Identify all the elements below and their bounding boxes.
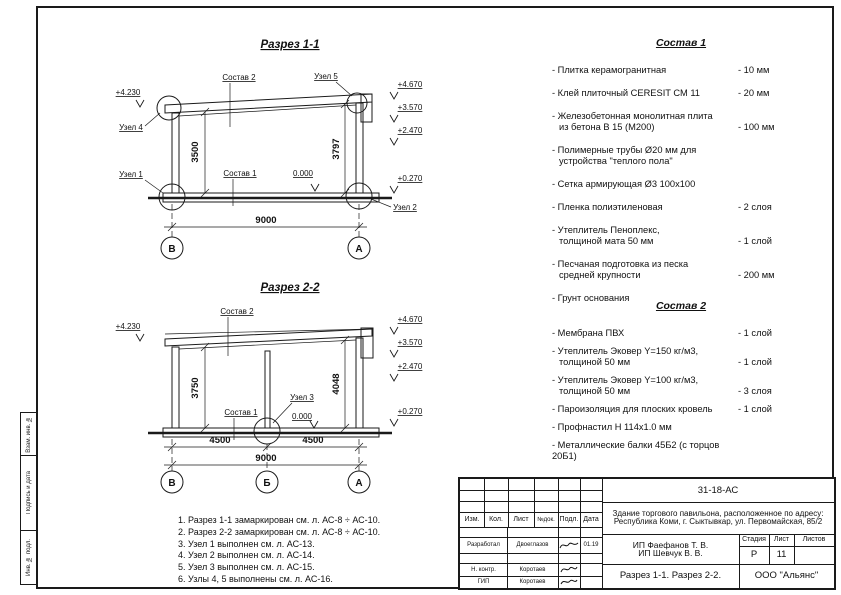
section-title: Разрез 2-2 (260, 282, 320, 294)
label-zero-elev: 0.000 (292, 169, 314, 178)
sostav1-list (552, 38, 810, 316)
material-item (552, 88, 810, 99)
material-item (552, 440, 810, 462)
dim-height-left: 3500 (190, 141, 201, 163)
elevation-right-4: +0.270 (397, 407, 423, 416)
detail-circle-uzel3 (254, 418, 280, 444)
role-gip: ГИП (477, 579, 490, 585)
address-line2: Республика Коми, г. Сыктывкар, ул. Первомайская, 85/2 (613, 517, 823, 526)
left-wall (172, 347, 179, 428)
leader (273, 403, 292, 423)
material-name: - Песчаная подготовка из песка (552, 259, 689, 269)
material-item (552, 422, 810, 433)
dim-span1: 4500 (209, 435, 231, 446)
material-name2: толщиной 50 мм (559, 357, 631, 367)
col-izm: Изм. (464, 515, 480, 523)
client-line1: ИП Фаефанов Т. В. (632, 540, 709, 550)
elevation-left: +4.230 (115, 88, 141, 97)
sheet-header: Лист (773, 536, 790, 543)
material-name: - Грунт основания (552, 293, 630, 303)
axis-letter: В (168, 244, 176, 255)
material-value: - 200 мм (738, 270, 775, 280)
dim-width: 9000 (255, 215, 277, 226)
signature (558, 563, 580, 576)
leader (145, 180, 163, 193)
material-name: - Полимерные трубы Ø20 мм для (552, 145, 697, 155)
client-line2: ИП Шевчук В. В. (638, 548, 703, 558)
elevation-mark-icon (390, 419, 398, 426)
elevation-mark-icon (136, 100, 144, 107)
elevation-mark-icon (390, 350, 398, 357)
role-nkontr: Н. контр. (471, 566, 496, 573)
role-razrabotal: Разработал (467, 542, 500, 548)
material-value: - 3 слоя (738, 386, 772, 396)
material-item (552, 65, 810, 76)
material-value: - 20 мм (738, 88, 770, 98)
material-item (552, 259, 810, 281)
material-item (552, 328, 810, 339)
material-item (552, 375, 810, 397)
middle-column (265, 351, 270, 428)
note-line: 5. Узел 3 выполнен см. л. АС-15. (178, 562, 315, 573)
leader (371, 199, 391, 207)
material-name: - Металлические балки 45Б2 (с торцов 20Б1) (552, 440, 720, 461)
elevation-mark-icon (136, 334, 144, 341)
doc-number: 31-18-АС (697, 484, 739, 496)
label-uzel2: Узел 2 (393, 203, 417, 212)
name-dvoeglazov: Двоеглазов (516, 542, 549, 548)
material-name: - Сетка армирующая Ø3 100х100 (552, 179, 696, 189)
detail-circle-uzel4 (157, 96, 181, 120)
list-title: Состав 2 (655, 300, 707, 312)
material-item (552, 111, 810, 133)
title-block (458, 477, 836, 590)
roof-edge-line (165, 329, 372, 334)
section-title: Разрез 1-1 (260, 39, 320, 51)
material-name: - Клей плиточный CERESIT СМ 11 (552, 88, 700, 98)
left-wall (172, 113, 179, 193)
right-wall (356, 103, 363, 193)
strip-label: Подпись и дата (25, 471, 32, 515)
material-name: - Профнастил Н 114х1.0 мм (552, 422, 672, 432)
material-name2: средней крупности (559, 270, 641, 280)
dim-height-right: 3797 (331, 138, 342, 160)
elevation-mark-icon (390, 186, 398, 193)
label-zero-elev: 0.000 (291, 412, 313, 421)
material-name: - Утеплитель Эковер Y=150 кг/м3, (552, 346, 699, 356)
material-name: - Утеплитель Пеноплекс, (552, 225, 660, 235)
material-name: - Утеплитель Эковер Y=100 кг/м3, (552, 375, 699, 385)
label-uzel5: Узел 5 (314, 72, 338, 81)
strip-label: Инв. № подл. (25, 539, 32, 576)
elevation-right-3: +2.470 (397, 362, 423, 371)
note-line: 4. Узел 2 выполнен см. л. АС-14. (178, 550, 315, 561)
elevation-mark-icon (311, 184, 319, 191)
sheets-header: Листов (802, 536, 826, 543)
label-sostav2: Состав 2 (222, 73, 256, 82)
company: ООО "Альянс" (754, 570, 819, 581)
stage-header: Стадия (742, 536, 766, 543)
material-value: - 1 слой (738, 236, 772, 246)
material-name: - Железобетонная монолитная плита (552, 111, 713, 121)
material-item (552, 179, 810, 190)
col-ndok: №док. (537, 516, 555, 523)
signature (558, 576, 580, 588)
material-item (552, 404, 810, 415)
elevation-left: +4.230 (115, 322, 141, 331)
address-line1: Здание торгового павильона, расположенное по адресу: (612, 509, 824, 518)
leader (336, 82, 352, 96)
elevation-right-2: +3.570 (397, 103, 423, 112)
label-uzel3: Узел 3 (290, 393, 314, 402)
axis-letter: А (355, 244, 363, 255)
axis-letter: А (355, 478, 363, 489)
material-value: - 1 слой (738, 404, 772, 414)
material-name2: толщиной 50 мм (559, 386, 631, 396)
dim-width: 9000 (255, 453, 277, 464)
elevation-mark-icon (390, 374, 398, 381)
material-value: - 1 слой (738, 328, 772, 338)
sheet-value: 11 (776, 549, 787, 560)
elevation-right-4: +0.270 (397, 174, 423, 183)
elevation-mark-icon (310, 421, 318, 428)
elevation-right-3: +2.470 (397, 126, 423, 135)
material-name: - Пароизоляция для плоских кровель (552, 404, 713, 414)
date-razrabotal: 01.19 (583, 542, 599, 548)
dim-span2: 4500 (302, 435, 324, 446)
sheets-value (794, 546, 834, 564)
sostav2-list (552, 301, 810, 469)
elevation-right-1: +4.670 (397, 315, 423, 324)
project-address (602, 502, 834, 534)
label-sostav1: Состав 1 (223, 169, 257, 178)
material-name2: толщиной мата 50 мм (559, 236, 654, 246)
elevation-mark-icon (390, 327, 398, 334)
axis-letter: В (168, 478, 176, 489)
material-name: - Плитка керамогранитная (552, 65, 667, 75)
material-value: - 1 слой (738, 357, 772, 367)
material-item (552, 225, 810, 247)
col-data: Дата (583, 515, 599, 523)
axis-letter: Б (263, 478, 271, 489)
col-kol: Кол. (489, 515, 503, 523)
elevation-right-2: +3.570 (397, 338, 423, 347)
note-line: 1. Разрез 1-1 замаркирован см. л. АС-8 ÷ АС-10. (178, 515, 381, 525)
client (602, 534, 739, 564)
material-name: - Пленка полиэтиленовая (552, 202, 663, 212)
dim-height-left: 3750 (190, 377, 201, 399)
material-name2: из бетона В 15 (М200) (559, 122, 655, 132)
leader (145, 113, 160, 126)
label-sostav1: Состав 1 (224, 408, 258, 417)
dim-height-right: 4048 (331, 373, 342, 395)
material-value: - 10 мм (738, 65, 770, 75)
name-korotaev-2: Коротаев (519, 579, 546, 585)
material-item (552, 202, 810, 213)
col-list: Лист (513, 515, 529, 523)
right-wall (356, 338, 363, 428)
section-1-1 (116, 39, 423, 259)
elevation-mark-icon (390, 115, 398, 122)
label-uzel4: Узел 4 (119, 123, 143, 132)
material-item (552, 346, 810, 368)
label-uzel1: Узел 1 (119, 170, 143, 179)
elevation-right-1: +4.670 (397, 80, 423, 89)
sheet-title: Разрез 1-1. Разрез 2-2. (619, 570, 722, 581)
strip-label: Взам. инв. № (25, 415, 32, 453)
signature (558, 537, 580, 553)
list-title: Состав 1 (655, 37, 707, 49)
note-line: 6. Узлы 4, 5 выполнены см. л. АС-16. (178, 573, 333, 584)
notes-list (178, 515, 380, 586)
label-sostav2: Состав 2 (220, 307, 254, 316)
elevation-mark-icon (390, 92, 398, 99)
material-name2: устройства "теплого пола" (559, 156, 673, 166)
elevation-mark-icon (390, 138, 398, 145)
note-line: 3. Узел 1 выполнен см. л. АС-13. (178, 538, 315, 549)
stage-value: Р (750, 549, 758, 560)
material-name: - Мембрана ПВХ (552, 328, 625, 338)
col-podp: Подл. (559, 515, 579, 523)
note-line: 2. Разрез 2-2 замаркирован см. л. АС-8 ÷ АС-10. (178, 526, 381, 537)
section-2-2 (116, 282, 423, 493)
material-value: - 100 мм (738, 122, 775, 132)
name-korotaev-1: Коротаев (519, 566, 546, 573)
material-value: - 2 слоя (738, 202, 772, 212)
material-item (552, 145, 810, 167)
